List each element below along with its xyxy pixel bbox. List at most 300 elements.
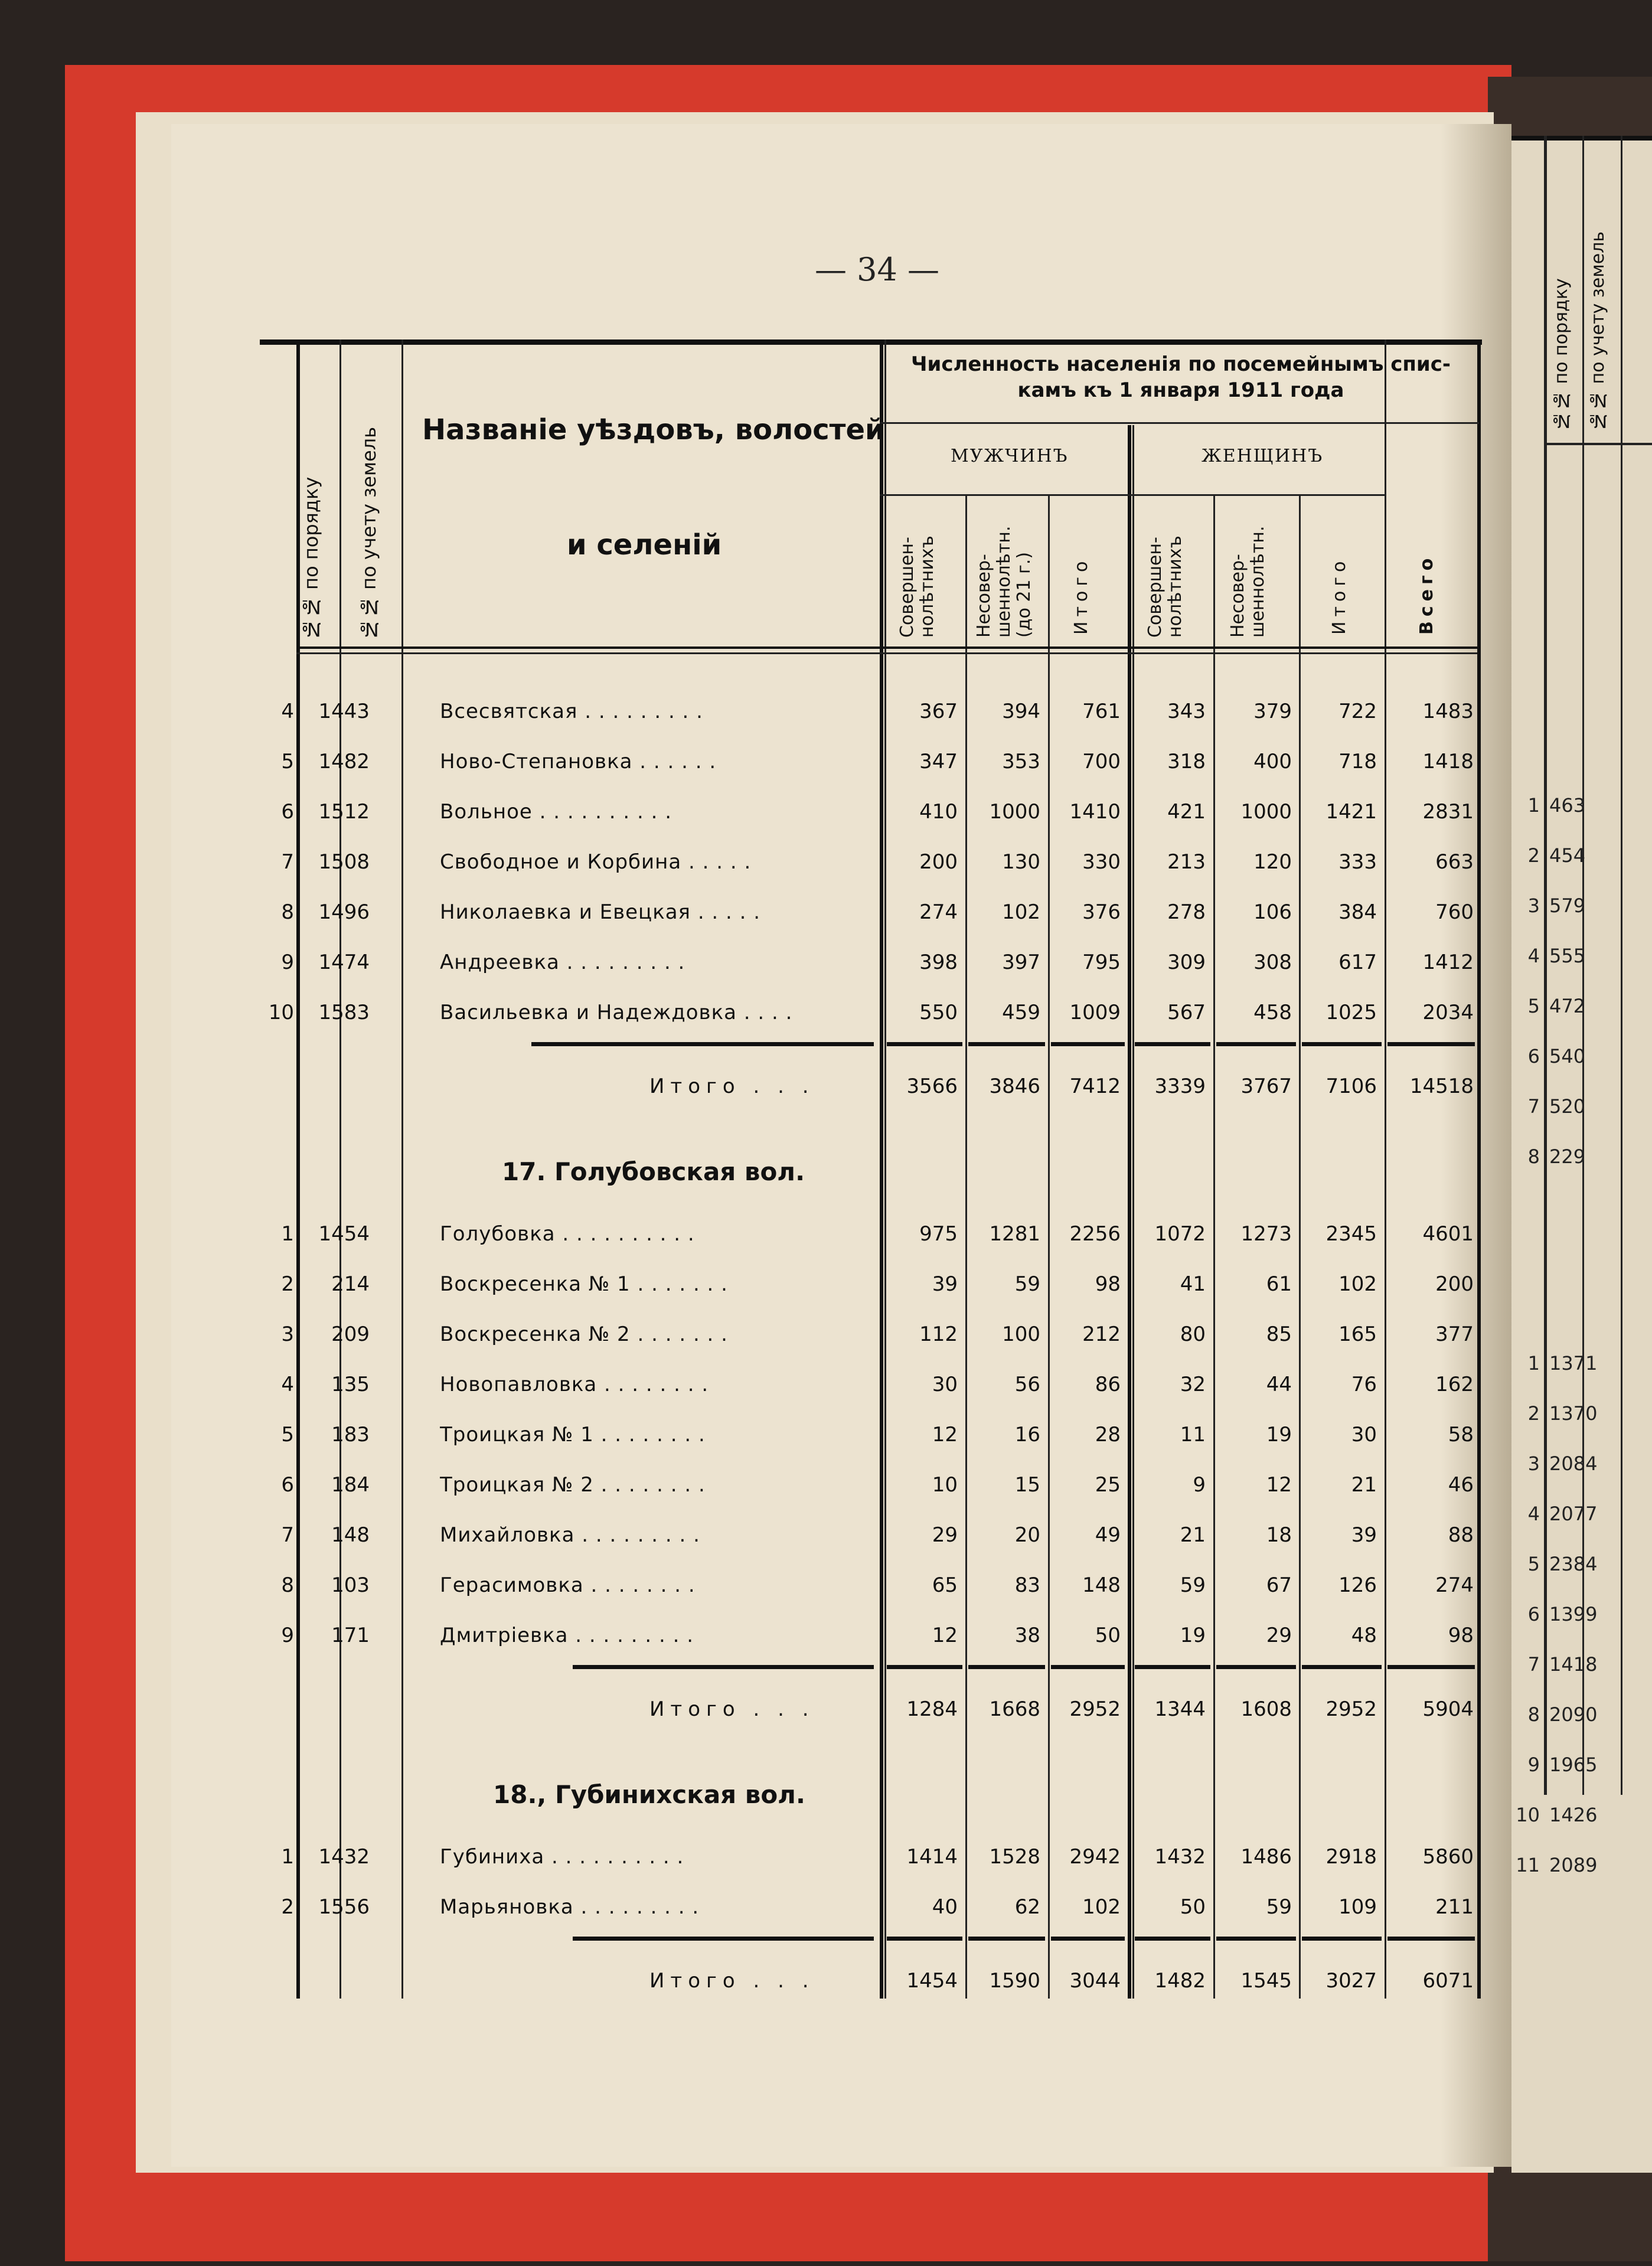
row-value: 106 <box>1253 900 1292 924</box>
total-value: 1590 <box>989 1969 1040 1993</box>
row-value: 16 <box>1014 1423 1040 1447</box>
facing-row-order-number: 4 <box>1527 1503 1540 1525</box>
row-land-number: 209 <box>331 1323 370 1346</box>
facing-row-order-number: 8 <box>1527 1145 1540 1168</box>
facing-row-order-number: 7 <box>1527 1095 1540 1118</box>
total-value: 1608 <box>1240 1697 1292 1721</box>
row-value: 5860 <box>1422 1845 1474 1869</box>
row-value: 400 <box>1253 750 1292 773</box>
row-value: 76 <box>1351 1373 1377 1396</box>
row-value: 1414 <box>906 1845 958 1869</box>
settlement-name: Дмитріевка . . . . . . . . . <box>440 1624 694 1647</box>
row-value: 19 <box>1266 1423 1292 1447</box>
row-value: 550 <box>919 1001 958 1024</box>
row-value: 98 <box>1448 1624 1474 1647</box>
row-value: 9 <box>1193 1473 1206 1497</box>
facing-row-order-number: 2 <box>1527 844 1540 867</box>
total-rule <box>531 1042 874 1046</box>
facing-row-land-number: 229 <box>1549 1145 1586 1168</box>
facing-row-order-number: 10 <box>1516 1804 1540 1826</box>
row-land-number: 214 <box>331 1272 370 1296</box>
row-value: 11 <box>1180 1423 1206 1447</box>
col-rule <box>401 339 403 1999</box>
facing-row-order-number: 9 <box>1527 1754 1540 1776</box>
settlement-name: Герасимовка . . . . . . . . <box>440 1573 696 1597</box>
men-header: МУЖЧИНЪ <box>951 446 1069 466</box>
col-rule <box>1132 425 1134 1999</box>
total-rule <box>1135 1937 1210 1941</box>
row-land-number: 1556 <box>318 1895 370 1919</box>
row-land-number: 1474 <box>318 951 370 974</box>
row-value: 1000 <box>989 800 1040 824</box>
row-value: 567 <box>1167 1001 1206 1024</box>
row-order-number: 5 <box>281 750 294 773</box>
row-value: 88 <box>1448 1523 1474 1547</box>
facing-row-land-number: 1399 <box>1549 1603 1598 1625</box>
facing-row-order-number: 7 <box>1527 1653 1540 1676</box>
row-value: 67 <box>1266 1573 1292 1597</box>
row-value: 20 <box>1014 1523 1040 1547</box>
row-value: 59 <box>1266 1895 1292 1919</box>
row-value: 120 <box>1253 850 1292 874</box>
row-value: 21 <box>1351 1473 1377 1497</box>
facing-row-land-number: 472 <box>1549 995 1586 1017</box>
total-value: 3566 <box>906 1075 958 1098</box>
row-land-number: 1496 <box>318 900 370 924</box>
row-order-number: 4 <box>281 1373 294 1396</box>
row-order-number: 6 <box>281 1473 294 1497</box>
total-rule <box>1302 1042 1382 1046</box>
col-name-header-2: и селеній <box>567 528 722 561</box>
row-value: 1528 <box>989 1845 1040 1869</box>
row-value: 1421 <box>1325 800 1377 824</box>
facing-row-land-number: 1965 <box>1549 1754 1598 1776</box>
total-value: 1454 <box>906 1969 958 1993</box>
row-value: 376 <box>1082 900 1121 924</box>
total-rule <box>1216 1937 1296 1941</box>
row-value: 49 <box>1095 1523 1121 1547</box>
row-value: 58 <box>1448 1423 1474 1447</box>
facing-col-land-header: №№ по учету земель <box>1588 231 1608 431</box>
total-rule <box>887 1937 962 1941</box>
total-rule <box>887 1042 962 1046</box>
row-land-number: 1482 <box>318 750 370 773</box>
group-title: Численность населенія по посемейнымъ спис-камъ къ 1 января 1911 года <box>911 352 1451 402</box>
row-value: 333 <box>1338 850 1377 874</box>
all-total-header: Всего <box>1416 553 1437 635</box>
row-value: 15 <box>1014 1473 1040 1497</box>
row-order-number: 8 <box>281 900 294 924</box>
facing-row-land-number: 1370 <box>1549 1402 1598 1425</box>
facing-row-land-number: 2077 <box>1549 1503 1598 1525</box>
row-value: 318 <box>1167 750 1206 773</box>
row-order-number: 2 <box>281 1272 294 1296</box>
row-value: 2034 <box>1422 1001 1474 1024</box>
row-value: 165 <box>1338 1323 1377 1346</box>
facing-row-land-number: 463 <box>1549 794 1586 817</box>
total-value: 1668 <box>989 1697 1040 1721</box>
row-value: 61 <box>1266 1272 1292 1296</box>
row-land-number: 183 <box>331 1423 370 1447</box>
row-value: 44 <box>1266 1373 1292 1396</box>
row-value: 148 <box>1082 1573 1121 1597</box>
facing-row-land-number: 2090 <box>1549 1703 1598 1726</box>
row-value: 212 <box>1082 1323 1121 1346</box>
total-label: Итого . . . <box>649 1075 815 1098</box>
row-value: 62 <box>1014 1895 1040 1919</box>
total-rule <box>887 1665 962 1669</box>
settlement-name: Голубовка . . . . . . . . . . <box>440 1222 695 1246</box>
women-header: ЖЕНЩИНЪ <box>1202 446 1324 466</box>
row-value: 12 <box>932 1624 958 1647</box>
facing-row-order-number: 1 <box>1527 1352 1540 1374</box>
row-value: 459 <box>1002 1001 1040 1024</box>
row-value: 1410 <box>1069 800 1121 824</box>
col-order-header: №№ по порядку <box>300 476 322 641</box>
row-value: 975 <box>919 1222 958 1246</box>
facing-row-order-number: 3 <box>1527 894 1540 917</box>
row-order-number: 6 <box>281 800 294 824</box>
total-rule <box>573 1665 874 1669</box>
row-value: 80 <box>1180 1323 1206 1346</box>
row-value: 617 <box>1338 951 1377 974</box>
row-value: 29 <box>1266 1624 1292 1647</box>
facing-row-order-number: 6 <box>1527 1603 1540 1625</box>
row-value: 347 <box>919 750 958 773</box>
row-value: 39 <box>1351 1523 1377 1547</box>
header-rule <box>880 494 1385 496</box>
row-land-number: 135 <box>331 1373 370 1396</box>
row-value: 200 <box>1435 1272 1474 1296</box>
row-value: 59 <box>1014 1272 1040 1296</box>
row-value: 1000 <box>1240 800 1292 824</box>
row-value: 1072 <box>1154 1222 1206 1246</box>
settlement-name: Троицкая № 2 . . . . . . . . <box>440 1473 706 1497</box>
row-value: 112 <box>919 1323 958 1346</box>
total-rule <box>1051 1042 1125 1046</box>
col-rule <box>1299 496 1301 1999</box>
row-value: 102 <box>1338 1272 1377 1296</box>
facing-top-rule <box>1511 136 1652 141</box>
women-adult-header: Совершен-нолѣтнихъ <box>1145 536 1186 638</box>
total-value: 3846 <box>989 1075 1040 1098</box>
facing-row-land-number: 1418 <box>1549 1653 1598 1676</box>
row-order-number: 7 <box>281 1523 294 1547</box>
row-order-number: 1 <box>281 1222 294 1246</box>
row-land-number: 1432 <box>318 1845 370 1869</box>
row-value: 1009 <box>1069 1001 1121 1024</box>
row-order-number: 9 <box>281 951 294 974</box>
row-value: 12 <box>932 1423 958 1447</box>
total-rule <box>1051 1665 1125 1669</box>
facing-page <box>1511 136 1652 2173</box>
total-rule <box>968 1937 1045 1941</box>
facing-row-land-number: 1426 <box>1549 1804 1598 1826</box>
row-value: 213 <box>1167 850 1206 874</box>
row-value: 274 <box>1435 1573 1474 1597</box>
row-value: 2918 <box>1325 1845 1377 1869</box>
row-value: 421 <box>1167 800 1206 824</box>
row-order-number: 1 <box>281 1845 294 1869</box>
row-value: 30 <box>1351 1423 1377 1447</box>
row-land-number: 171 <box>331 1624 370 1647</box>
row-value: 25 <box>1095 1473 1121 1497</box>
settlement-name: Новопавловка . . . . . . . . <box>440 1373 709 1396</box>
row-value: 12 <box>1266 1473 1292 1497</box>
row-value: 353 <box>1002 750 1040 773</box>
row-value: 59 <box>1180 1573 1206 1597</box>
total-rule <box>1387 1665 1475 1669</box>
row-value: 130 <box>1002 850 1040 874</box>
row-value: 274 <box>919 900 958 924</box>
facing-row-order-number: 2 <box>1527 1402 1540 1425</box>
total-rule <box>1216 1042 1296 1046</box>
col-rule <box>1213 496 1215 1999</box>
row-value: 18 <box>1266 1523 1292 1547</box>
header-rule <box>880 422 1479 424</box>
facing-row-land-number: 454 <box>1549 844 1586 867</box>
row-value: 211 <box>1435 1895 1474 1919</box>
row-value: 398 <box>919 951 958 974</box>
row-land-number: 184 <box>331 1473 370 1497</box>
row-land-number: 1512 <box>318 800 370 824</box>
row-value: 1281 <box>989 1222 1040 1246</box>
total-value: 5904 <box>1422 1697 1474 1721</box>
col-rule <box>339 339 341 1999</box>
row-value: 1025 <box>1325 1001 1377 1024</box>
row-value: 795 <box>1082 951 1121 974</box>
row-value: 21 <box>1180 1523 1206 1547</box>
row-value: 86 <box>1095 1373 1121 1396</box>
col-rule <box>880 339 883 1999</box>
row-value: 367 <box>919 700 958 723</box>
facing-row-order-number: 4 <box>1527 945 1540 967</box>
total-value: 1482 <box>1154 1969 1206 1993</box>
women-total-header: Итого <box>1329 556 1350 635</box>
settlement-name: Троицкая № 1 . . . . . . . . <box>440 1423 706 1447</box>
col-rule <box>884 339 886 1999</box>
total-value: 1284 <box>906 1697 958 1721</box>
facing-row-land-number: 2084 <box>1549 1452 1598 1475</box>
total-label: Итого . . . <box>649 1697 815 1721</box>
facing-col-rule <box>1544 136 1547 1795</box>
row-value: 200 <box>919 850 958 874</box>
facing-row-land-number: 555 <box>1549 945 1586 967</box>
facing-row-land-number: 520 <box>1549 1095 1586 1118</box>
men-minor-header: Несовер-шеннолѣтн. (до 21 г.) <box>974 525 1034 638</box>
row-order-number: 2 <box>281 1895 294 1919</box>
men-adult-header: Совершен-нолѣтнихъ <box>897 536 938 638</box>
row-value: 50 <box>1180 1895 1206 1919</box>
total-value: 14518 <box>1409 1075 1474 1098</box>
facing-col-order-header: №№ по порядку <box>1551 278 1572 431</box>
row-land-number: 103 <box>331 1573 370 1597</box>
row-value: 32 <box>1180 1373 1206 1396</box>
settlement-name: Вольное . . . . . . . . . . <box>440 800 672 824</box>
settlement-name: Свободное и Корбина . . . . . <box>440 850 752 874</box>
row-value: 126 <box>1338 1573 1377 1597</box>
row-value: 2256 <box>1069 1222 1121 1246</box>
total-value: 2952 <box>1325 1697 1377 1721</box>
row-value: 30 <box>932 1373 958 1396</box>
facing-row-order-number: 3 <box>1527 1452 1540 1475</box>
col-rule <box>1385 339 1386 1999</box>
row-order-number: 9 <box>281 1624 294 1647</box>
row-value: 1483 <box>1422 700 1474 723</box>
total-value: 3767 <box>1240 1075 1292 1098</box>
total-label: Итого . . . <box>649 1969 815 1993</box>
col-rule <box>965 496 967 1999</box>
row-value: 102 <box>1002 900 1040 924</box>
total-rule <box>573 1937 874 1941</box>
row-order-number: 8 <box>281 1573 294 1597</box>
women-minor-header: Несовер-шеннолѣтн. <box>1227 525 1268 638</box>
row-value: 663 <box>1435 850 1474 874</box>
header-bottom-rule <box>296 647 1477 649</box>
total-rule <box>1302 1937 1382 1941</box>
row-value: 330 <box>1082 850 1121 874</box>
row-order-number: 10 <box>268 1001 294 1024</box>
total-value: 1344 <box>1154 1697 1206 1721</box>
settlement-name: Михайловка . . . . . . . . . <box>440 1523 700 1547</box>
facing-row-land-number: 540 <box>1549 1045 1586 1067</box>
facing-col-rule <box>1621 136 1622 1795</box>
settlement-name: Воскресенка № 2 . . . . . . . <box>440 1323 728 1346</box>
facing-row-order-number: 5 <box>1527 995 1540 1017</box>
facing-row-order-number: 1 <box>1527 794 1540 817</box>
row-value: 458 <box>1253 1001 1292 1024</box>
row-value: 39 <box>932 1272 958 1296</box>
row-value: 1486 <box>1240 1845 1292 1869</box>
header-bottom-rule <box>296 652 1477 654</box>
row-value: 29 <box>932 1523 958 1547</box>
row-land-number: 1583 <box>318 1001 370 1024</box>
facing-header-rule <box>1544 443 1652 445</box>
total-value: 3027 <box>1325 1969 1377 1993</box>
row-value: 761 <box>1082 700 1121 723</box>
row-value: 377 <box>1435 1323 1474 1346</box>
row-order-number: 4 <box>281 700 294 723</box>
row-value: 40 <box>932 1895 958 1919</box>
row-value: 38 <box>1014 1624 1040 1647</box>
total-rule <box>968 1665 1045 1669</box>
settlement-name: Николаевка и Евецкая . . . . . <box>440 900 761 924</box>
col-rule <box>1048 496 1050 1999</box>
row-value: 343 <box>1167 700 1206 723</box>
total-value: 3044 <box>1069 1969 1121 1993</box>
settlement-name: Марьяновка . . . . . . . . . <box>440 1895 700 1919</box>
row-value: 397 <box>1002 951 1040 974</box>
row-land-number: 1443 <box>318 700 370 723</box>
row-value: 98 <box>1095 1272 1121 1296</box>
row-value: 46 <box>1448 1473 1474 1497</box>
row-value: 100 <box>1002 1323 1040 1346</box>
row-value: 410 <box>919 800 958 824</box>
row-value: 83 <box>1014 1573 1040 1597</box>
row-value: 1412 <box>1422 951 1474 974</box>
row-value: 718 <box>1338 750 1377 773</box>
settlement-name: Ново-Степановка . . . . . . <box>440 750 717 773</box>
row-value: 309 <box>1167 951 1206 974</box>
row-value: 2942 <box>1069 1845 1121 1869</box>
row-value: 85 <box>1266 1323 1292 1346</box>
table-top-rule <box>260 339 1482 345</box>
settlement-name: Васильевка и Надеждовка . . . . <box>440 1001 793 1024</box>
facing-row-land-number: 2384 <box>1549 1553 1598 1575</box>
row-value: 760 <box>1435 900 1474 924</box>
settlement-name: Губиниха . . . . . . . . . . <box>440 1845 684 1869</box>
total-value: 1545 <box>1240 1969 1292 1993</box>
row-order-number: 5 <box>281 1423 294 1447</box>
row-value: 278 <box>1167 900 1206 924</box>
census-table <box>260 339 1482 1999</box>
row-value: 2345 <box>1325 1222 1377 1246</box>
men-total-header: Итого <box>1071 556 1092 635</box>
facing-row-order-number: 6 <box>1527 1045 1540 1067</box>
col-name-header-1: Названіе уѣздовъ, волостей <box>422 413 885 446</box>
row-value: 394 <box>1002 700 1040 723</box>
row-value: 41 <box>1180 1272 1206 1296</box>
total-rule <box>968 1042 1045 1046</box>
total-rule <box>1387 1042 1475 1046</box>
row-value: 1432 <box>1154 1845 1206 1869</box>
row-value: 65 <box>932 1573 958 1597</box>
total-value: 2952 <box>1069 1697 1121 1721</box>
total-value: 3339 <box>1154 1075 1206 1098</box>
total-value: 7106 <box>1325 1075 1377 1098</box>
row-value: 162 <box>1435 1373 1474 1396</box>
row-order-number: 3 <box>281 1323 294 1346</box>
settlement-name: Воскресенка № 1 . . . . . . . <box>440 1272 728 1296</box>
total-rule <box>1135 1042 1210 1046</box>
total-rule <box>1302 1665 1382 1669</box>
total-value: 7412 <box>1069 1075 1121 1098</box>
row-value: 1273 <box>1240 1222 1292 1246</box>
row-value: 384 <box>1338 900 1377 924</box>
row-value: 2831 <box>1422 800 1474 824</box>
col-rule <box>1477 339 1481 1999</box>
settlement-name: Всесвятская . . . . . . . . . <box>440 700 703 723</box>
row-value: 50 <box>1095 1624 1121 1647</box>
row-land-number: 1454 <box>318 1222 370 1246</box>
row-value: 379 <box>1253 700 1292 723</box>
facing-row-order-number: 11 <box>1516 1854 1540 1876</box>
total-rule <box>1135 1665 1210 1669</box>
row-value: 308 <box>1253 951 1292 974</box>
row-value: 700 <box>1082 750 1121 773</box>
facing-row-land-number: 1371 <box>1549 1352 1598 1374</box>
row-value: 10 <box>932 1473 958 1497</box>
col-rule <box>1128 425 1131 1999</box>
section-title: 17. Голубовская вол. <box>502 1157 805 1186</box>
row-value: 109 <box>1338 1895 1377 1919</box>
row-value: 1418 <box>1422 750 1474 773</box>
row-order-number: 7 <box>281 850 294 874</box>
facing-row-order-number: 8 <box>1527 1703 1540 1726</box>
section-title: 18., Губинихская вол. <box>493 1780 805 1809</box>
facing-row-order-number: 5 <box>1527 1553 1540 1575</box>
row-value: 19 <box>1180 1624 1206 1647</box>
total-rule <box>1216 1665 1296 1669</box>
col-land-header: №№ по учету земель <box>358 427 380 641</box>
row-value: 102 <box>1082 1895 1121 1919</box>
facing-row-land-number: 579 <box>1549 894 1586 917</box>
row-land-number: 148 <box>331 1523 370 1547</box>
page-number: — 34 — <box>815 251 940 288</box>
row-value: 56 <box>1014 1373 1040 1396</box>
facing-row-land-number: 2089 <box>1549 1854 1598 1876</box>
total-rule <box>1051 1937 1125 1941</box>
